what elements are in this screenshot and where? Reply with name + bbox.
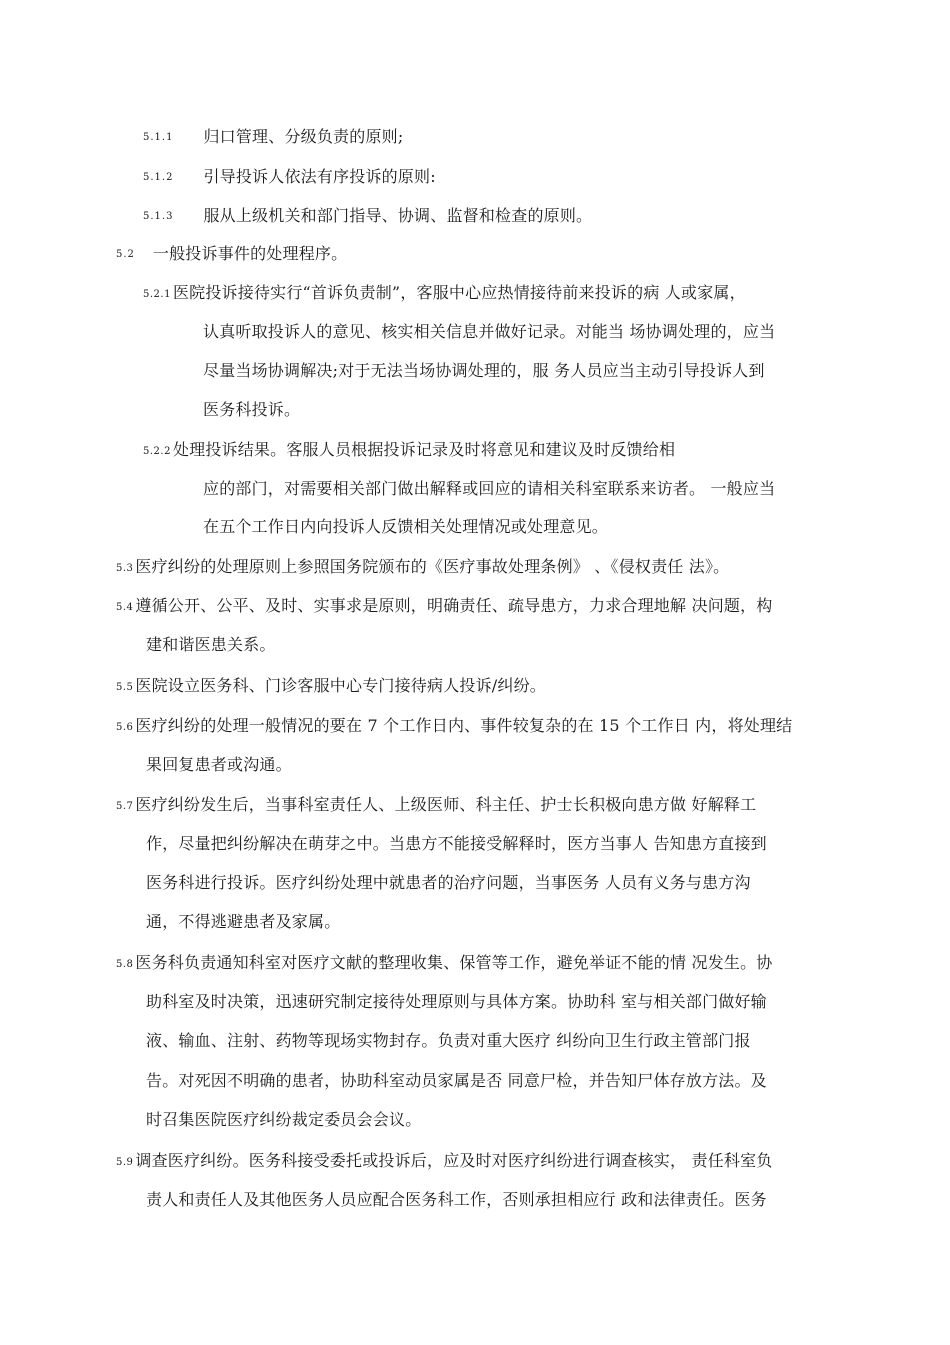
clause-number: 5.8 bbox=[116, 959, 134, 970]
clause-5-8-cont bbox=[146, 1110, 421, 1130]
clause-text-line: 通，不得逃避患者及家属。 bbox=[146, 912, 341, 931]
clause-number: 5.3 bbox=[116, 563, 134, 574]
clause-text-line: 在五个工作日内向投诉人反馈相关处理情况或处理意见。 bbox=[203, 517, 609, 536]
clause-5-1-2 bbox=[143, 167, 436, 188]
clause-text-line: 医务科进行投诉。医疗纠纷处理中就患者的治疗问题，当事医务 人员有义务与患方沟 bbox=[146, 873, 751, 892]
clause-5-4-cont bbox=[146, 635, 276, 655]
clause-text-line: 责人和责任人及其他医务人员应配合医务科工作，否则承担相应行 政和法律责任。医务 bbox=[146, 1190, 767, 1209]
clause-5-9 bbox=[116, 1151, 773, 1173]
clause-number: 5.1.1 bbox=[143, 132, 174, 143]
clause-5-7 bbox=[116, 795, 756, 817]
clause-text-line: 建和谐医患关系。 bbox=[146, 635, 276, 654]
clause-number: 5.2 bbox=[116, 249, 135, 260]
clause-5-8 bbox=[116, 953, 773, 975]
clause-number: 5.2.2 bbox=[143, 446, 171, 457]
clause-text-line: 调查医疗纠纷。医务科接受委托或投诉后，应及时对医疗纠纷进行调查核实， 责任科室负 bbox=[135, 1151, 773, 1170]
clause-5-6-cont bbox=[146, 755, 292, 775]
clause-5-6 bbox=[116, 716, 792, 738]
clause-text-line: 助科室及时决策，迅速研究制定接待处理原则与具体方案。协助科 室与相关部门做好输 bbox=[146, 992, 767, 1011]
clause-text-line: 告。对死因不明确的患者，协助科室动员家属是否 同意尸检，并告知尸体存放方法。及 bbox=[146, 1071, 767, 1090]
clause-text: 归口管理、分级负责的原则; bbox=[203, 127, 404, 146]
clause-text-line: 应的部门，对需要相关部门做出解释或回应的请相关科室联系来访者。 一般应当 bbox=[203, 479, 776, 498]
clause-text-line: 医院投诉接待实行“首诉负责制”，客服中心应热情接待前来投诉的病 人或家属， bbox=[172, 283, 746, 302]
clause-5-2-2-cont bbox=[203, 517, 608, 537]
clause-5-8-cont bbox=[146, 1031, 751, 1051]
clause-5-7-cont bbox=[146, 834, 767, 854]
clause-5-7-cont bbox=[146, 873, 751, 893]
clause-text-line: 医疗纠纷的处理原则上参照国务院颁布的《医疗事故处理条例》 、《侵权责任 法》。 bbox=[135, 557, 730, 576]
clause-text-line: 尽量当场协调解决;对于无法当场协调处理的，服 务人员应当主动引导投诉人到 bbox=[203, 361, 765, 380]
clause-5-2-1-cont bbox=[203, 361, 765, 381]
clause-5-3 bbox=[116, 557, 729, 579]
clause-text: 一般投诉事件的处理程序。 bbox=[152, 244, 348, 263]
clause-text-line: 果回复患者或沟通。 bbox=[146, 755, 292, 774]
clause-5-8-cont bbox=[146, 1071, 767, 1091]
clause-5-4 bbox=[116, 596, 773, 618]
clause-5-1-3 bbox=[143, 206, 592, 227]
clause-5-5 bbox=[116, 676, 546, 698]
clause-number: 5.6 bbox=[116, 722, 134, 733]
clause-text-line: 认真听取投诉人的意见、核实相关信息并做好记录。对能当 场协调处理的，应当 bbox=[203, 322, 776, 341]
clause-5-2-1-cont bbox=[203, 400, 300, 420]
clause-5-2-2 bbox=[143, 440, 675, 462]
clause-text-line: 作，尽量把纠纷解决在萌芽之中。当患方不能接受解释时，医方当事人 告知患方直接到 bbox=[146, 834, 767, 853]
clause-number: 5.5 bbox=[116, 682, 134, 693]
clause-5-2-1-cont bbox=[203, 322, 775, 342]
clause-text-line: 医疗纠纷的处理一般情况的要在 7 个工作日内、事件较复杂的在 15 个工作日 内，将处理结 bbox=[135, 716, 793, 735]
clause-text-line: 医务科投诉。 bbox=[203, 400, 301, 419]
clause-text: 引导投诉人依法有序投诉的原则: bbox=[203, 167, 436, 186]
clause-5-1-1 bbox=[143, 127, 403, 148]
clause-number: 5.2.1 bbox=[143, 289, 171, 300]
clause-5-2 bbox=[116, 244, 347, 265]
clause-text-line: 时召集医院医疗纠纷裁定委员会会议。 bbox=[146, 1110, 422, 1129]
clause-text-line: 医院设立医务科、门诊客服中心专门接待病人投诉/纠纷。 bbox=[135, 676, 546, 695]
clause-text-line: 处理投诉结果。客服人员根据投诉记录及时将意见和建议及时反馈给相 bbox=[172, 440, 676, 459]
clause-5-2-2-cont bbox=[203, 479, 775, 499]
clause-text-line: 医疗纠纷发生后，当事科室责任人、上级医师、科主任、护士长积极向患方做 好解释工 bbox=[135, 795, 757, 814]
clause-text-line: 医务科负责通知科室对医疗文献的整理收集、保管等工作，避免举证不能的情 况发生。协 bbox=[135, 953, 773, 972]
clause-text-line: 遵循公开、公平、及时、实事求是原则，明确责任、疏导患方，力求合理地解 决问题，构 bbox=[135, 596, 773, 615]
clause-5-2-1 bbox=[143, 283, 746, 305]
clause-text: 服从上级机关和部门指导、协调、监督和检查的原则。 bbox=[203, 206, 593, 225]
clause-5-9-cont bbox=[146, 1190, 767, 1210]
clause-5-7-cont bbox=[146, 912, 340, 932]
clause-number: 5.9 bbox=[116, 1157, 134, 1168]
clause-text-line: 液、输血、注射、药物等现场实物封存。负责对重大医疗 纠纷向卫生行政主管部门报 bbox=[146, 1031, 751, 1050]
clause-number: 5.1.2 bbox=[143, 172, 174, 183]
clause-number: 5.7 bbox=[116, 801, 134, 812]
clause-number: 5.1.3 bbox=[143, 211, 174, 222]
clause-5-8-cont bbox=[146, 992, 767, 1012]
clause-number: 5.4 bbox=[116, 602, 134, 613]
